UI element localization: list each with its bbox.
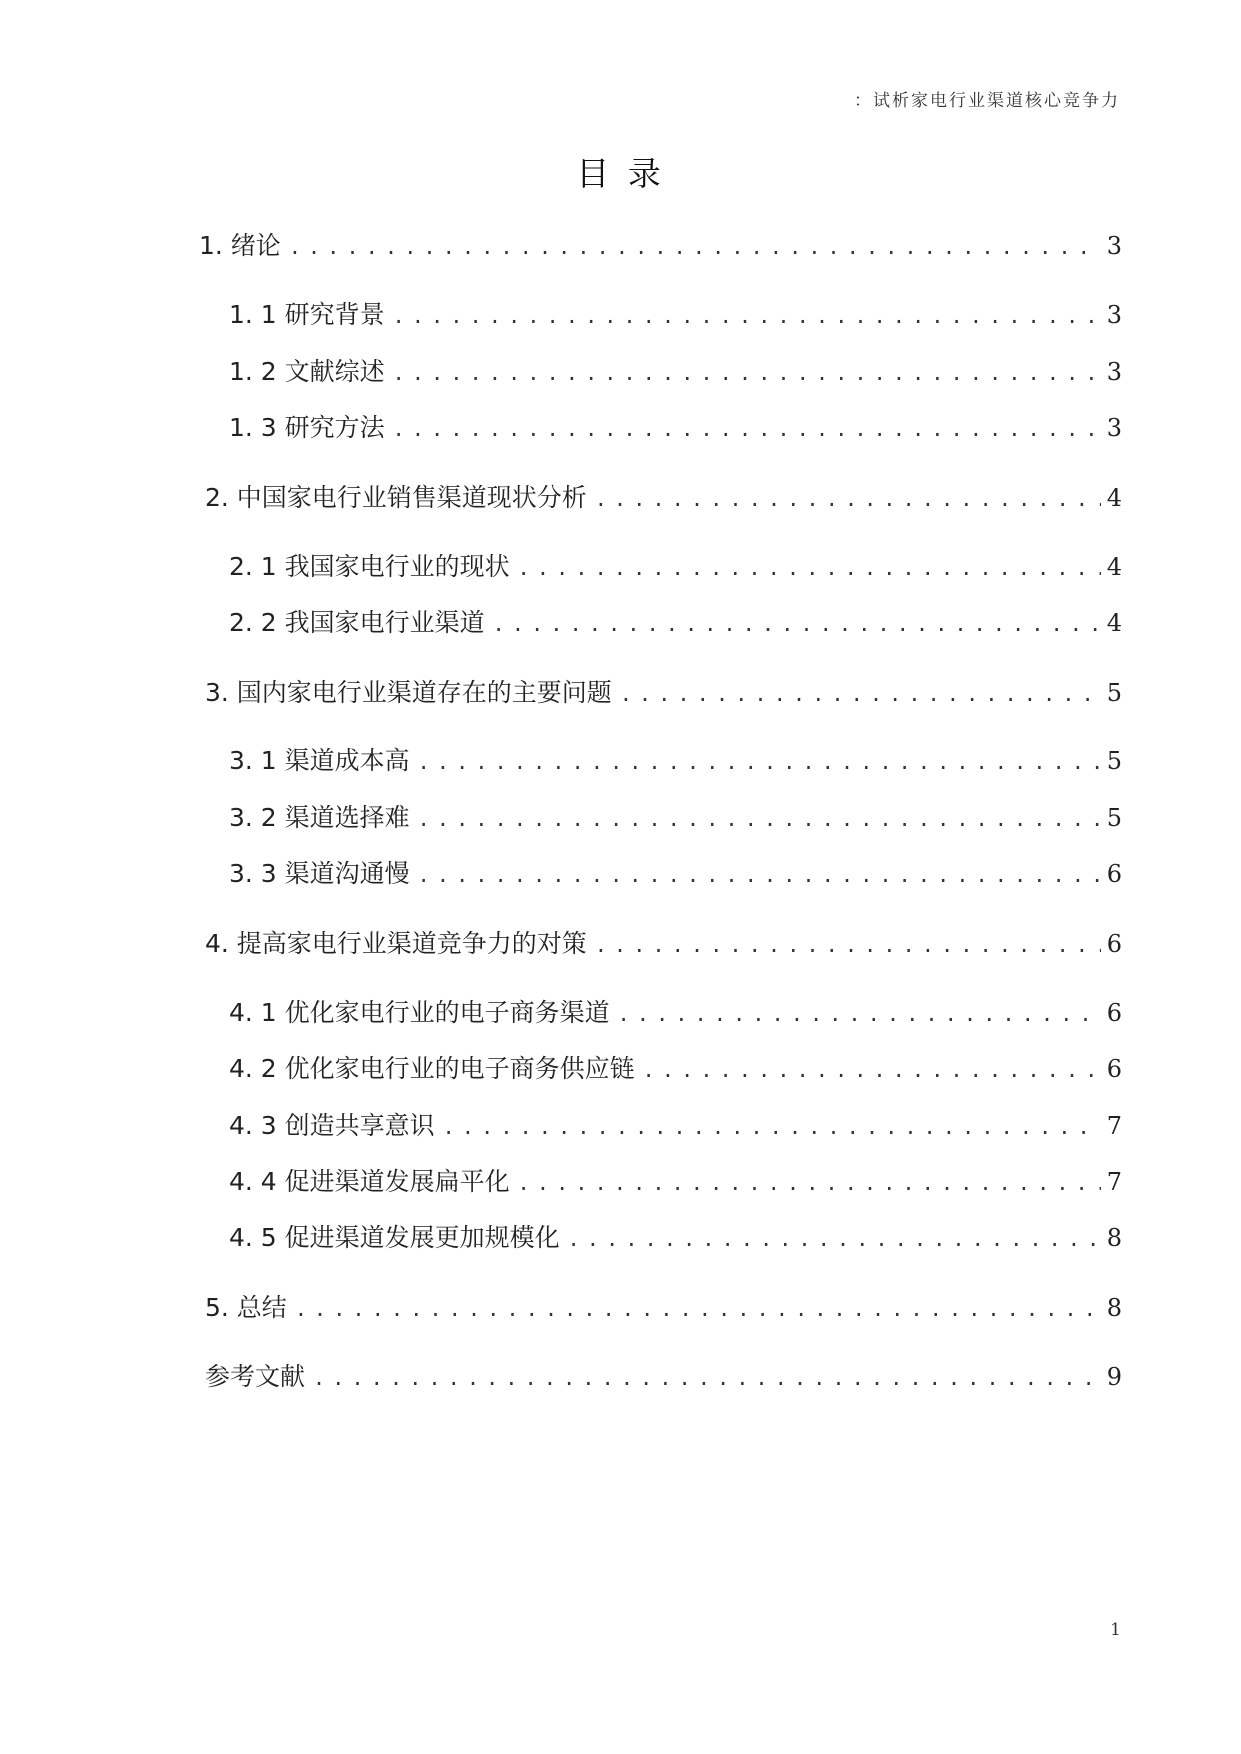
dot-leader xyxy=(295,1291,1101,1327)
toc-entry-1-3[interactable] xyxy=(229,410,1122,446)
dot-leader xyxy=(443,1109,1101,1145)
toc-entry-page: 6 xyxy=(1106,999,1122,1027)
dot-leader xyxy=(618,996,1101,1032)
dot-leader xyxy=(518,550,1101,586)
toc-entry-3-2[interactable] xyxy=(229,800,1122,836)
dot-leader xyxy=(518,1165,1101,1201)
toc-entry-2-2[interactable] xyxy=(229,605,1122,641)
toc-entry-3-1[interactable] xyxy=(229,743,1122,779)
toc-entry-page: 7 xyxy=(1106,1112,1122,1140)
toc-entry-label: 4. 提高家电行业渠道竞争力的对策 xyxy=(205,929,587,958)
toc-entry-page: 7 xyxy=(1106,1168,1122,1196)
toc-entry-label: 4. 1 优化家电行业的电子商务渠道 xyxy=(229,998,610,1027)
toc-entry-label: 4. 2 优化家电行业的电子商务供应链 xyxy=(229,1054,635,1083)
dot-leader xyxy=(393,298,1101,334)
toc-entry-4-4[interactable] xyxy=(229,1164,1122,1200)
toc-entry-page: 8 xyxy=(1106,1294,1122,1322)
toc-entry-page: 3 xyxy=(1106,358,1122,386)
dot-leader xyxy=(595,927,1101,963)
dot-leader xyxy=(313,1360,1101,1396)
toc-entry-label: 3. 1 渠道成本高 xyxy=(229,746,410,775)
dot-leader xyxy=(493,606,1101,642)
toc-entry-page: 5 xyxy=(1106,747,1122,775)
toc-entry-5[interactable] xyxy=(205,1290,1122,1326)
toc-entry-2-1[interactable] xyxy=(229,549,1122,585)
toc-entry-2[interactable] xyxy=(205,480,1122,516)
dot-leader xyxy=(418,857,1101,893)
toc-entry-page: 3 xyxy=(1106,414,1122,442)
toc-entry-label: 4. 5 促进渠道发展更加规模化 xyxy=(229,1223,560,1252)
toc-entry-3-3[interactable] xyxy=(229,856,1122,892)
toc-entry-4-2[interactable] xyxy=(229,1051,1122,1087)
dot-leader xyxy=(595,481,1101,517)
toc-entry-label: 3. 2 渠道选择难 xyxy=(229,803,410,832)
toc-entry-1[interactable] xyxy=(199,228,1122,264)
dot-leader xyxy=(393,411,1101,447)
toc-entry-page: 3 xyxy=(1106,301,1122,329)
toc-entry-4-3[interactable] xyxy=(229,1108,1122,1144)
dot-leader xyxy=(418,801,1101,837)
toc-entry-4-5[interactable] xyxy=(229,1220,1122,1256)
toc-entry-label: 1. 1 研究背景 xyxy=(229,300,385,329)
toc-entry-page: 4 xyxy=(1106,484,1122,512)
running-header: ：试析家电行业渠道核心竞争力 xyxy=(854,91,1120,111)
toc-entry-page: 6 xyxy=(1106,1055,1122,1083)
toc-entry-label: 2. 中国家电行业销售渠道现状分析 xyxy=(205,483,587,512)
toc-entry-page: 4 xyxy=(1106,553,1122,581)
toc-entry-page: 3 xyxy=(1106,232,1122,260)
toc-entry-label: 1. 绪论 xyxy=(199,231,281,260)
dot-leader xyxy=(620,676,1101,712)
toc-entry-page: 5 xyxy=(1106,679,1122,707)
toc-entry-label: 4. 3 创造共享意识 xyxy=(229,1111,435,1140)
toc-entry-label: 3. 3 渠道沟通慢 xyxy=(229,859,410,888)
toc-entry-label: 5. 总结 xyxy=(205,1293,287,1322)
toc-entry-label: 1. 2 文献综述 xyxy=(229,357,385,386)
toc-entry-4[interactable] xyxy=(205,926,1122,962)
toc-entry-page: 4 xyxy=(1106,609,1122,637)
dot-leader xyxy=(289,229,1101,265)
page-number: 1 xyxy=(1110,1620,1121,1640)
dot-leader xyxy=(568,1221,1101,1257)
toc-entry-page: 6 xyxy=(1106,860,1122,888)
toc-title: 目 录 xyxy=(576,154,665,193)
toc-entry-1-2[interactable] xyxy=(229,354,1122,390)
dot-leader xyxy=(643,1052,1101,1088)
toc-entry-3[interactable] xyxy=(205,675,1122,711)
toc-entry-page: 9 xyxy=(1106,1363,1122,1391)
toc-entry-label: 1. 3 研究方法 xyxy=(229,413,385,442)
dot-leader xyxy=(418,744,1101,780)
toc-entry-page: 6 xyxy=(1106,930,1122,958)
toc-entry-label: 2. 1 我国家电行业的现状 xyxy=(229,552,510,581)
toc-entry-label: 2. 2 我国家电行业渠道 xyxy=(229,608,485,637)
toc-entry-label: 3. 国内家电行业渠道存在的主要问题 xyxy=(205,678,612,707)
toc-entry-1-1[interactable] xyxy=(229,297,1122,333)
toc-entry-label: 参考文献 xyxy=(205,1362,306,1391)
toc-entry-page: 5 xyxy=(1106,804,1122,832)
toc-entry-references[interactable] xyxy=(205,1359,1122,1395)
toc-entry-page: 8 xyxy=(1106,1224,1122,1252)
toc-entry-label: 4. 4 促进渠道发展扁平化 xyxy=(229,1167,510,1196)
toc-entry-4-1[interactable] xyxy=(229,995,1122,1031)
dot-leader xyxy=(393,355,1101,391)
